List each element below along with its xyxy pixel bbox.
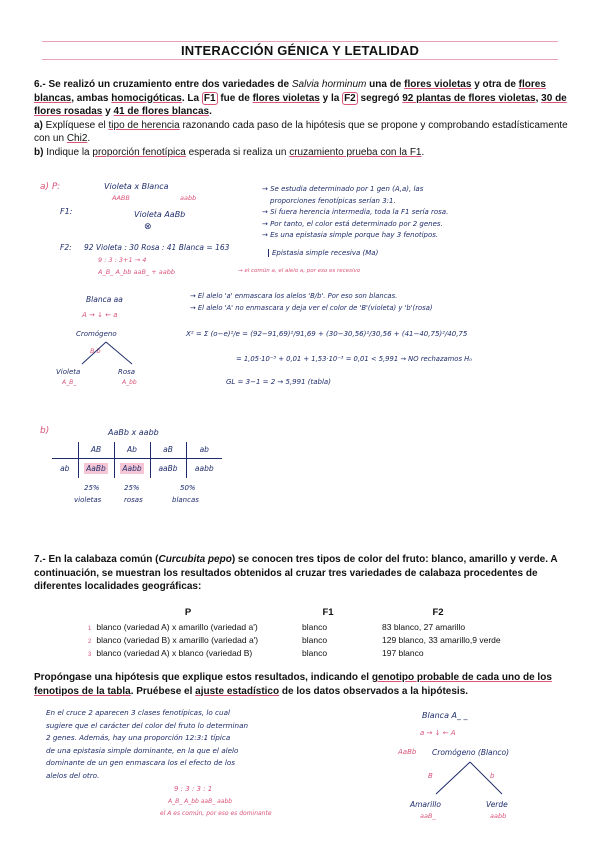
hw-f1-text: Violeta AaBb [134,210,186,219]
hw7-path-a: a → ↓ ← A [420,729,456,737]
hw-f2-text: 92 Violeta : 30 Rosa : 41 Blanca = 163 [84,243,230,252]
hw-f2-note: → el común a, el alelo a, por eso es recesivo [238,268,361,274]
hw-p-geno1: AABB [112,194,130,202]
header-f1: F1 [322,606,334,618]
hw-path-b: B b [90,347,101,355]
hw-f2-ratio: 9 : 3 : 3+1 → 4 [98,256,147,264]
hw-path-rosa: Rosa [118,368,136,376]
header-f2: F2 [432,606,444,618]
hw-res2: rosas [124,496,143,504]
hw7-branch-lines [420,760,520,798]
gamete-ab2: Ab [114,442,150,458]
hw-path-blanca: Blanca aa [86,295,123,304]
hw7-note: el A es común, por eso es dominante [160,810,272,817]
hw-notes: → Se estudia determinado por 1 gen (A,a), las proporciones fenotípicas serían 3:1. → Si fuera herencia intermedia, toda la F1 sería rosa. → Por tanto, el color está determinado por 2 genes. → Es una epistasia simple porque hay 3 fenotipos. [262,185,449,239]
hw-pct3: 50% [180,484,196,492]
hw7-genos: A_B_ A_bb aaB_ aabb [168,798,233,805]
hw7-ratio: 9 : 3 : 3 : 1 [174,785,213,793]
hw-gl: GL = 3−1 = 2 → 5,991 (tabla) [226,378,331,386]
hw-pct1: 25% [84,484,100,492]
table-row: 3 blanco (variedad A) x blanco (variedad B) blanco 197 blanco [88,647,424,658]
gamete-ab4: ab [186,442,222,458]
table-row: 2 blanco (variedad B) x amarillo (variedad a') blanco 129 blanco, 33 amarillo,9 verde [88,634,501,645]
hw-pct2: 25% [124,484,140,492]
hw-res1: violetas [74,496,102,504]
row-gamete: ab [60,463,70,473]
punnett-cell-4: aabb [186,458,222,478]
hw7-path-amarillo: Amarillo [410,800,441,809]
hw-path-rosa-geno: A_bb [122,379,137,386]
question-7: 7.- En la calabaza común (Curcubita pepo) se conocen tres tipos de color del fruto: blanco, amarillo y verde. A continuación, se muestran los resultados obtenidos al cruzar tres variedades de calabaza procedentes de diferentes localidades geográficas: [34,554,558,592]
punnett-cell-2: Aabb [122,463,142,473]
hw-p-cross: Violeta x Blanca [104,182,169,191]
gamete-ab3: aB [150,442,186,458]
hw-b-label: b) [40,426,50,436]
hw-path-a: A → ↓ ← a [82,311,118,319]
page-title-box [42,41,558,60]
hw-f1-label: F1: [60,207,73,216]
gamete-ab1: AB [78,442,114,458]
hw7-path-amarillo-geno: aaB_ [420,812,436,820]
hw-epistasia: Epistasia simple recesiva (Ma) [268,249,378,257]
hw7-text: En el cruce 2 aparecen 3 clases fenotípicas, lo cual sugiere que el carácter del color del fruto lo determinan 2 genes. Además, hay una proporción 12:3:1 típica de una epistasia simple dominante, en la que el alelo dominante de un gen enmascara los el efecto de los alelos del otro. [46,708,249,780]
header-p: P [184,606,192,618]
hw7-path-verde: Verde [486,800,508,809]
hw7-path-cromogeno: Cromógeno (Blanco) [432,748,510,757]
hw-path-violeta-geno: A_B_ [62,379,77,386]
hw-b-cross: AaBb x aabb [108,428,159,437]
hw-chi-equation: X² = Σ (o−e)²/e = (92−91,69)²/91,69 + (30−30,56)²/30,56 + (41−40,75)²/40,75 [186,330,468,338]
hw-f2-genos: A_B_ A_bb aaB_ + aabb [98,268,175,276]
hw-a-label: a) P: [40,182,61,192]
hw-path-cromogeno: Cromógeno [76,330,117,338]
punnett-cell-3: aaBb [150,458,186,478]
question-6: 6.- Se realizó un cruzamiento entre dos variedades de Salvia horminum una de flores violetas y otra de flores blancas, ambas homocigóticas. La F1 fue de flores violetas y la F2 segregó 92 plantas de flores violetas, 30 de flores rosadas y 41 de flores blancas. a) Explíquese el tipo de herencia razonando cada paso de la hipótesis que se propone y comprobando estadísticamente con un Chi2. b) Indique la proporción fenotípica esperada si realiza un cruzamiento prueba con la F1. [34,79,568,158]
hw-f1-self: ⊗ [144,222,152,232]
hw-res3: blancas [172,496,199,504]
hw7-path-verde-geno: aabb [490,812,507,820]
punnett-cell-1: AaBb [86,463,106,473]
hw7-path-B: B [428,772,433,780]
hw7-path-b: b [490,772,495,780]
page-title: INTERACCIÓN GÉNICA Y LETALIDAD [180,43,420,58]
results-table [88,604,508,659]
hw7-path-blanca: Blanca A_ _ [422,711,468,720]
hw-f2-label: F2: [60,243,72,252]
hw-chi-result: = 1,05·10⁻³ + 0,01 + 1,53·10⁻³ = 0,01 < 5,991 → NO rechazamos H₀ [236,355,473,363]
hw-p-geno2: aabb [180,194,197,202]
hw-expl1: → El alelo 'a' enmascara los alelos 'B/b'. Por eso son blancas. [190,292,398,300]
hw7-path-aabb: AaBb [398,748,417,756]
hw-branch-lines [70,340,150,368]
hw-expl2: → El alelo 'A' no enmascara y deja ver el color de 'B'(violeta) y 'b'(rosa) [190,304,433,312]
question-7-ask: Propóngase una hipótesis que explique estos resultados, indicando el genotipo probable de cada uno de los fenotipos de la tabla. Pruébese el ajuste estadístico de los datos observados a la hipótesis. [34,672,552,697]
table-row: 1 blanco (variedad A) x amarillo (variedad a') blanco 83 blanco, 27 amarillo [88,621,466,632]
hw-punnett-table [52,442,222,478]
hw-path-violeta: Violeta [56,368,81,376]
